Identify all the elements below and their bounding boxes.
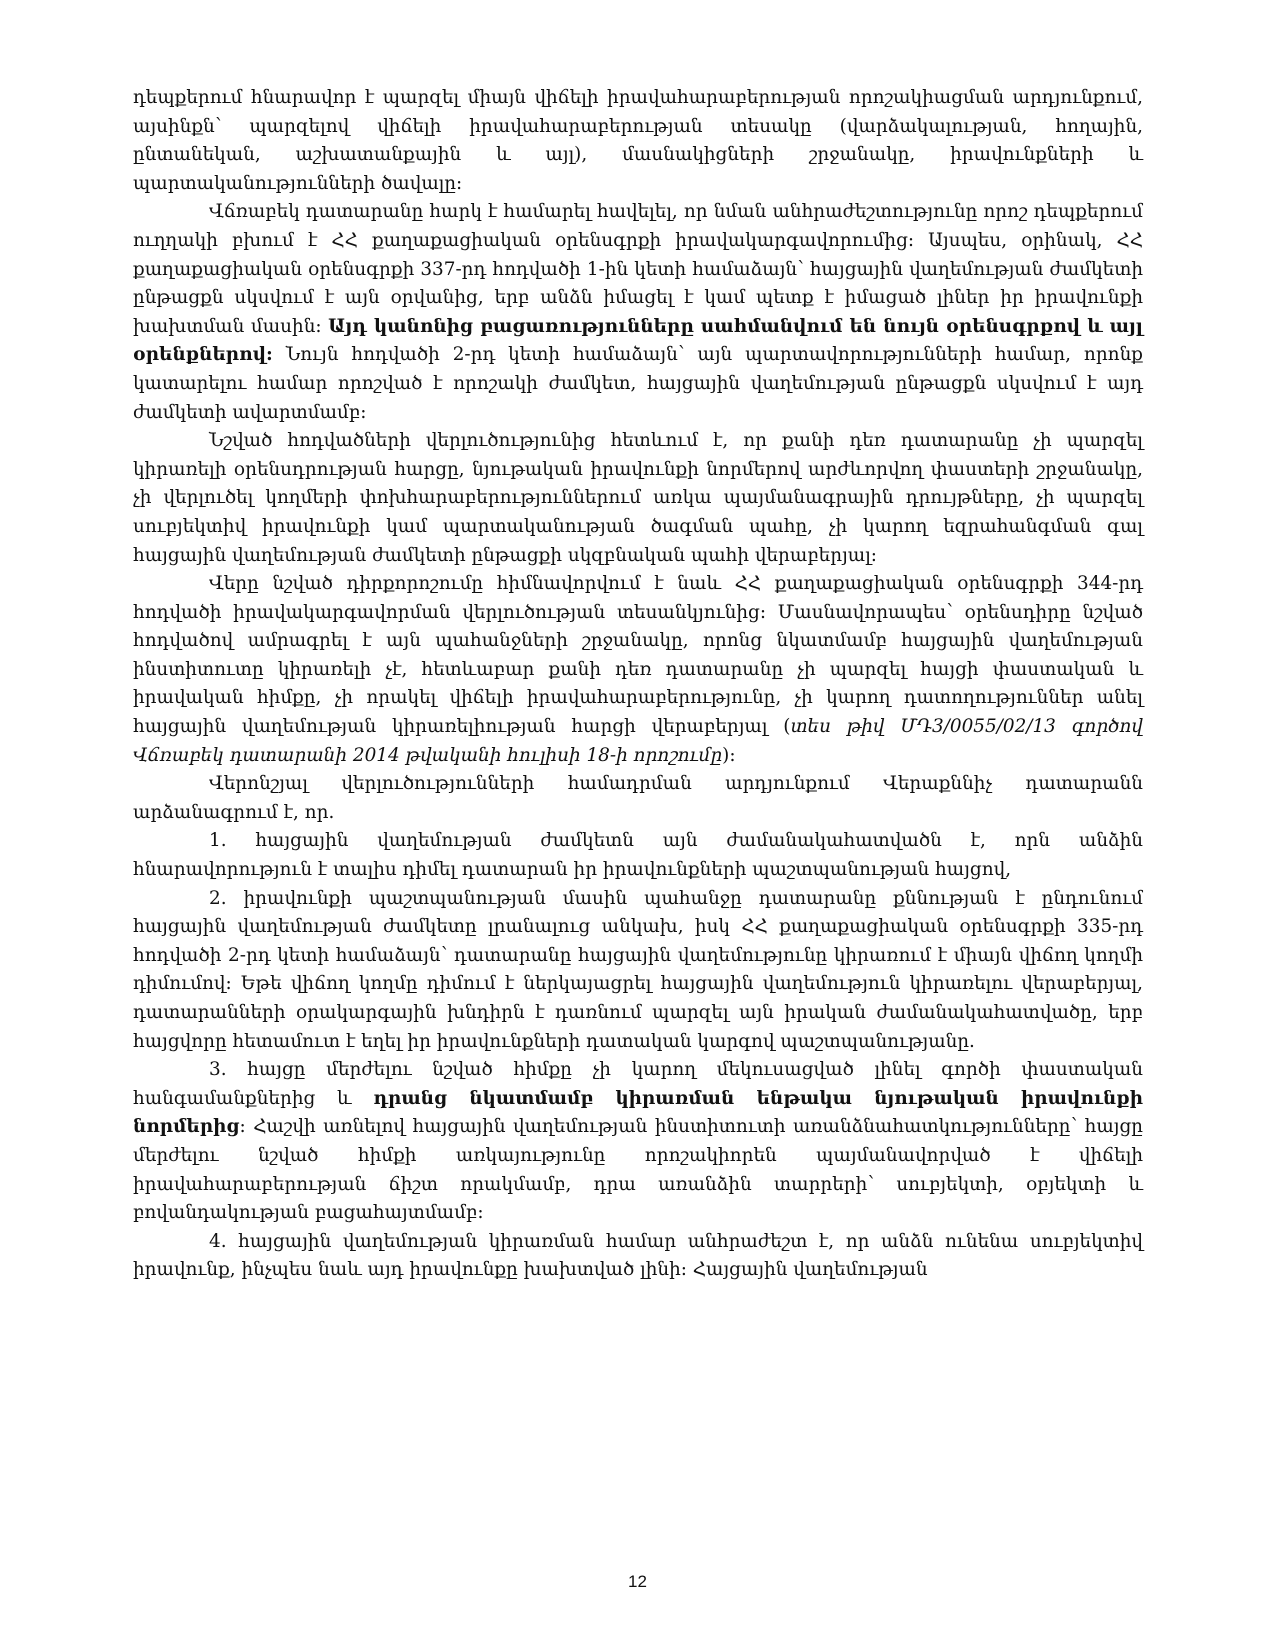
text-run: Վերոնշյալ վերլուծությունների համադրման արդյունքում Վերաքննիչ դատարանն արձանագրում է, որ. bbox=[133, 773, 1143, 823]
list-item-2 bbox=[133, 885, 1143, 1057]
list-item-1 bbox=[133, 827, 1143, 884]
text-run: 4. հայցային վաղեմության կիրառման համար անհրաժեշտ է, որ անձն ունենա սուբյեկտիվ իրավունք, ինչպես նաև այդ իրավունքը խախտված լինի: Հայցային վաղեմության bbox=[133, 1230, 1143, 1281]
list-item-4 bbox=[133, 1228, 1143, 1285]
text-run: ): bbox=[722, 744, 736, 766]
text-run: Նույն հոդվածի 2-րդ կետի համաձայն՝ այն պարտավորությունների համար, որոնք կատարելու համար որոշված է որոշակի ժամկետ, հայցային վաղեմության ընթացքն սկսվում է այդ ժամկետի ավարտմամբ: bbox=[133, 344, 1143, 423]
page-number: 12 bbox=[628, 1572, 647, 1591]
paragraph-2 bbox=[133, 198, 1143, 427]
text-run: Վերը նշված դիրքորոշումը հիմնավորվում է նաև ՀՀ քաղաքացիական օրենսգրքի 344-րդ հոդվածի իրավակարգավորման վերլուծության տեսանկյունից: Մասնավորապես՝ օրենսդիրը նշված հոդվածով ամրագրել է այն պահանջների շրջանակը, որոնց նկատմամբ հայցային վաղեմության ինստիտուտը կիրառելի չէ, հետևաբար քանի դեռ դատարանը չի պարզել հայցի փաստական և իրավական հիմքը, չի որակել վիճելի իրավահարաբերությունը, չի կարող դատողություններ անել հայցային վաղեմության կիրառելիության հարցի վերաբերյալ ( bbox=[133, 573, 1143, 738]
bold-text-run: դրանց նկատմամբ կիրառման ենթակա նյութական իրավունքի նորմերից bbox=[133, 1087, 1144, 1138]
document-page-body bbox=[133, 84, 1143, 1285]
text-run: 3. հայցը մերժելու նշված հիմքը չի կարող մեկուսացված լինել գործի փաստական հանգամանքներից և bbox=[133, 1059, 1143, 1109]
italic-citation: տես թիվ ՄԴ3/0055/02/13 գործով Վճռաբեկ դատարանի 2014 թվականի հուլիսի 18-ի որոշումը bbox=[133, 716, 1144, 766]
paragraph-3 bbox=[133, 427, 1143, 570]
text-run: 1. հայցային վաղեմության ժամկետն այն ժամանակահատվածն է, որն անձին հնարավորություն է տալիս դիմել դատարան իր իրավունքների պաշտպանության հայցով, bbox=[133, 830, 1143, 881]
text-run: Վճռաբեկ դատարանը հարկ է համարել հավելել, որ նման անհրաժեշտությունը որոշ դեպքերում ուղղակի բխում է ՀՀ քաղաքացիական օրենսգրքի իրավակարգավորումից: Այսպես, օրինակ, ՀՀ քաղաքացիական օրենսգրքի 337-րդ հոդվածի 1-ին կետի համաձայն՝ հայցային վաղեմության ժամկետի ընթացքն սկսվում է այն օրվանից, երբ անձն իմացել է կամ պետք է իմացած լիներ իր իրավունքի խախտման մասին: bbox=[133, 201, 1143, 337]
text-run: Նշված հոդվածների վերլուծությունից հետևում է, որ քանի դեռ դատարանը չի պարզել կիրառելի օրենսդրության հարցը, նյութական իրավունքի նորմերով արժևորվող փաստերի շրջանակը, չի վերլուծել կողմերի փոխհարաբերություններում առկա պայմանագրային դրույթները, չի պարզել սուբյեկտիվ իրավունքի կամ պարտականության ծագման պահը, չի կարող եզրահանգման գալ հայցային վաղեմության ժամկետի ընթացքի սկզբնական պահի վերաբերյալ: bbox=[133, 430, 1143, 566]
list-item-3 bbox=[133, 1056, 1143, 1228]
bold-text-run: Այդ կանոնից բացառությունները սահմանվում են նույն օրենսգրքով և այլ օրենքներով: bbox=[133, 315, 1143, 366]
text-run: : Հաշվի առնելով հայցային վաղեմության ինստիտուտի առանձնահատկությունները՝ հայցը մերժելու նշված հիմքի առկայությունը որոշակիորեն պայմանավորված է վիճելի իրավահարաբերության ճիշտ որակմամբ, դրա առանձին տարրերի՝ սուբյեկտի, օբյեկտի և բովանդակության բացահայտմամբ: bbox=[133, 1116, 1143, 1224]
paragraph-4 bbox=[133, 570, 1143, 770]
paragraph-5 bbox=[133, 770, 1143, 827]
text-run: 2. իրավունքի պաշտպանության մասին պահանջը դատարանը քննության է ընդունում հայցային վաղեմության ժամկետը լրանալուց անկախ, իսկ ՀՀ քաղաքացիական օրենսգրքի 335-րդ հոդվածի 2-րդ կետի համաձայն՝ դատարանը հայցային վաղեմությունը կիրառում է միայն վիճող կողմի դիմումով: Եթե վիճող կողմը դիմում է ներկայացրել հայցային վաղեմություն կիրառելու վերաբերյալ, դատարանների օրակարգային խնդիրն է դառնում պարզել այն իրական ժամանակահատվածը, երբ հայցվորը հետամուտ է եղել իր իրավունքների դատական կարգով պաշտպանությանը. bbox=[133, 887, 1143, 1052]
text-run: դեպքերում հնարավոր է պարզել միայն վիճելի իրավահարաբերության որոշակիացման արդյունքում, այսինքն՝ պարզելով վիճելի իրավահարաբերության տեսակը (վարձակալության, հողային, ընտանեկան, աշխատանքային և այլ), մասնակիցների շրջանակը, իրավունքների և պարտականությունների ծավալը: bbox=[133, 87, 1143, 194]
paragraph-1 bbox=[133, 84, 1143, 198]
